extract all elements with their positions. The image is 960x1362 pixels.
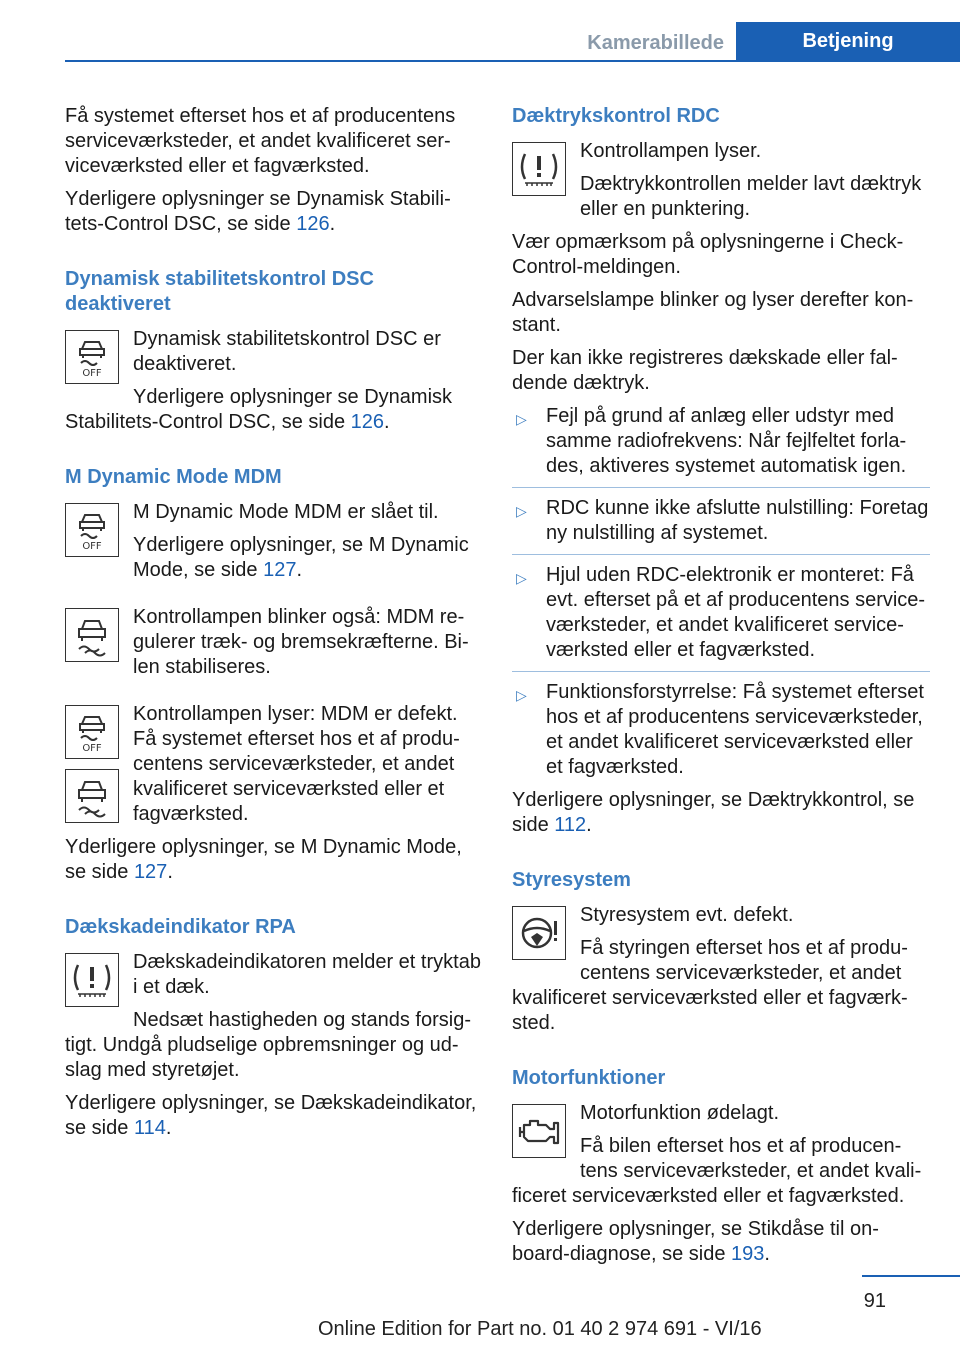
mdm-more2: Yderligere oplysninger, se M Dynamic Mode, se side 127. xyxy=(65,836,462,883)
dsc-text: Dynamisk stabilitetskontrol DSC er deaktiveret. xyxy=(133,328,441,375)
motor-entry xyxy=(512,1101,930,1209)
edition-note: Online Edition for Part no. 01 40 2 974 691 - VI/16 xyxy=(318,1318,762,1340)
footer-rule xyxy=(862,1275,960,1277)
svg-text:OFF: OFF xyxy=(82,541,102,552)
rdc-t1: Kontrollampen lyser. xyxy=(580,140,762,162)
rdc-t2: Dæktrykkontrollen melder lavt dæktryk eller en punktering. xyxy=(580,173,922,220)
svg-text:OFF: OFF xyxy=(82,743,102,754)
dsc-off-entry xyxy=(65,327,483,435)
steering-entry xyxy=(512,903,930,1036)
page-footer xyxy=(0,1272,960,1362)
page-link[interactable]: 114 xyxy=(133,1117,166,1139)
list-item: ▷ Fejl på grund af anlæg eller udstyr med samme radiofrekvens: Når fejlfeltet forla‐des, aktiveres systemet automatisk igen. xyxy=(516,405,907,477)
divider xyxy=(512,671,930,672)
mdm-defect-text: Kontrollampen lyser: MDM er defekt. Få systemet efterset hos et af produ‐centens serviceværksteder, et andet kvalificeret serviceværksted eller et fagværksted. xyxy=(133,703,460,825)
mdm-defect-entry xyxy=(65,702,483,835)
page-number: 91 xyxy=(863,1290,886,1312)
rpa-entry xyxy=(65,950,483,1083)
rdc-more: Yderligere oplysninger, se Dæktrykkontrol, se side 112. xyxy=(512,789,915,836)
list-item: ▷ Funktionsforstyrrelse: Få systemet efterset hos et af producentens serviceværksteder, et andet kvalificeret serviceværksted eller et fagværksted. xyxy=(516,681,924,778)
paragraph: Yderligere oplysninger se Dynamisk Stabili‐tets-Control DSC, se side 126. xyxy=(65,188,451,235)
dsc-icon xyxy=(65,769,119,823)
left-column xyxy=(65,104,483,1149)
rdc-p2: Advarselslampe blinker og lyser derefter kon‐stant. xyxy=(512,289,914,336)
page-link[interactable]: 126 xyxy=(296,213,330,235)
list-item: ▷ RDC kunne ikke afslutte nulstilling: Foretag ny nulstilling af systemet. xyxy=(516,497,929,544)
dsc-off-icon xyxy=(65,330,119,384)
mdm-blink-text: Kontrollampen blinker også: MDM re‐gulerer træk- og bremsekræfterne. Bi‐len stabiliseres. xyxy=(133,606,469,678)
rdc-bullet-list xyxy=(512,404,930,780)
engine-check-icon xyxy=(512,1104,566,1158)
dsc-icon xyxy=(65,608,119,662)
page-link[interactable]: 112 xyxy=(554,814,587,836)
divider xyxy=(512,487,930,488)
section-tab[interactable]: Betjening xyxy=(736,22,960,60)
motor-more: Yderligere oplysninger, se Stikdåse til on‐board-diagnose, se side 193. xyxy=(512,1218,879,1265)
rpa-text: Dækskadeindikatoren melder et tryktab i et dæk. xyxy=(133,951,481,998)
paragraph: Få systemet efterset hos et af producentens serviceværksteder, et andet kvalificeret ser‐viceværksted eller et fagværksted. xyxy=(65,105,456,177)
tire-pressure-warning-icon xyxy=(512,142,566,196)
page-header xyxy=(65,0,960,62)
heading-mdm: M Dynamic Mode MDM xyxy=(65,466,282,488)
heading-rpa: Dækskadeindikator RPA xyxy=(65,916,296,938)
mdm-text: M Dynamic Mode MDM er slået til. xyxy=(133,501,439,523)
dsc-off-icon xyxy=(65,705,119,759)
triangle-bullet-icon: ▷ xyxy=(516,570,527,586)
right-column xyxy=(512,104,930,1275)
steering-t1: Styresystem evt. defekt. xyxy=(580,904,794,926)
page-link[interactable]: 126 xyxy=(350,411,385,433)
motor-t1: Motorfunktion ødelagt. xyxy=(580,1102,779,1124)
heading-steering: Styresystem xyxy=(512,869,631,891)
mdm-more: Yderligere oplysninger, se M Dynamic Mode, se side 127. xyxy=(133,534,469,581)
triangle-bullet-icon: ▷ xyxy=(516,503,527,519)
divider xyxy=(512,554,930,555)
list-item: ▷ Hjul uden RDC-elektronik er monteret: Få evt. efterset på et af producentens service‐værksteder, et andet kvalificeret service‐værksted eller et fagværksted. xyxy=(516,564,926,661)
triangle-bullet-icon: ▷ xyxy=(516,687,527,703)
rdc-p1: Vær opmærksom på oplysningerne i Check-Control-meldingen. xyxy=(512,231,904,278)
page-link[interactable]: 127 xyxy=(263,559,297,581)
page-link[interactable]: 193 xyxy=(731,1243,765,1265)
steering-t2: Få styringen efterset hos et af produ‐centens serviceværksteder, et andet kvalificeret serviceværksted eller et fagværk‐sted. xyxy=(512,937,908,1034)
rdc-entry xyxy=(512,139,930,230)
chapter-tab[interactable]: Kamerabillede xyxy=(587,32,724,54)
motor-t2: Få bilen efterset hos et af producen‐tens serviceværksteder, et andet kvali‐ficeret serviceværksted eller et fagværksted. xyxy=(512,1135,922,1207)
heading-motor: Motorfunktioner xyxy=(512,1067,666,1089)
mdm-blink-entry xyxy=(65,605,483,688)
steering-warning-icon xyxy=(512,906,566,960)
page-link[interactable]: 127 xyxy=(133,861,168,883)
rdc-p3: Der kan ikke registreres dækskade eller fal‐dende dæktryk. xyxy=(512,347,898,394)
heading-dsc: Dynamisk stabilitetskontrol DSC deaktiveret xyxy=(65,268,374,315)
triangle-bullet-icon: ▷ xyxy=(516,411,527,427)
dsc-off-icon xyxy=(65,503,119,557)
heading-rdc: Dæktrykskontrol RDC xyxy=(512,105,720,127)
rpa-text2: Nedsæt hastigheden og stands forsig‐tigt. Undgå pludselige opbremsninger og ud‐slag med styretøjet. xyxy=(65,1009,471,1081)
rpa-more: Yderligere oplysninger, se Dækskadeindikator, se side 114. xyxy=(65,1092,477,1139)
dsc-more: Yderligere oplysninger se Dynamisk Stabilitets-Control DSC, se side 126. xyxy=(65,386,453,433)
tire-pressure-warning-icon xyxy=(65,953,119,1007)
header-rule xyxy=(65,60,960,62)
svg-text:OFF: OFF xyxy=(82,368,102,379)
mdm-entry xyxy=(65,500,483,591)
